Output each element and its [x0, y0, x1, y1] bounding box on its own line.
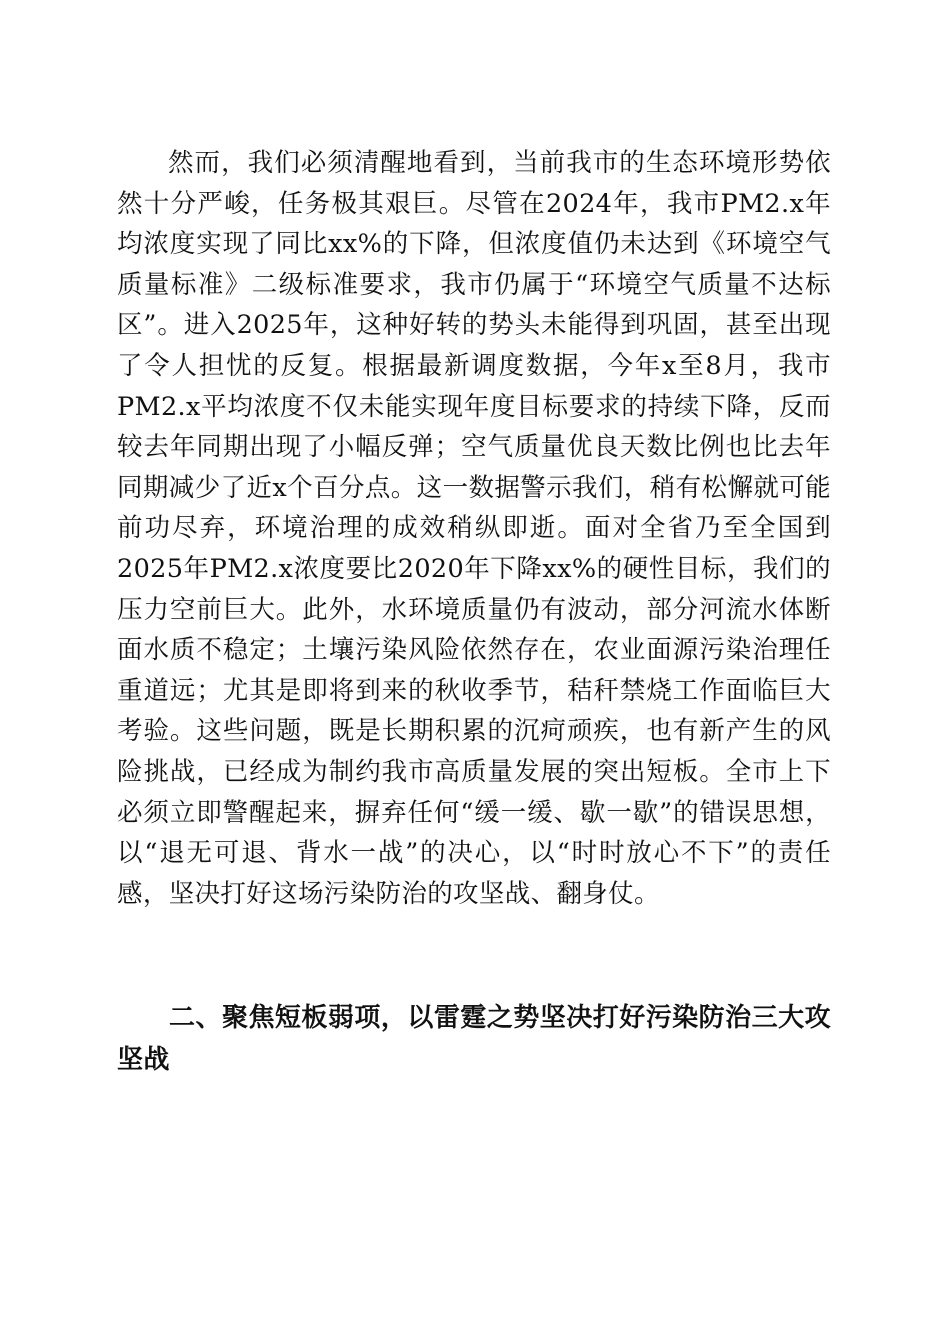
- section-heading: 二、聚焦短板弱项，以雷霆之势坚决打好污染防治三大攻坚战: [117, 1003, 831, 1075]
- body-paragraph: 然而，我们必须清醒地看到，当前我市的生态环境形势依然十分严峻，任务极其艰巨。尽管在2024年，我市PM2.x年均浓度实现了同比xx%的下降，但浓度值仍未达到《环境空气质量标准》二级标准要求，我市仍属于“环境空气质量不达标区”。进入2025年，这种好转的势头未能得到巩固，甚至出现了令人担忧的反复。根据最新调度数据，今年x至8月，我市PM2.x平均浓度不仅未能实现年度目标要求的持续下降，反而较去年同期出现了小幅反弹；空气质量优良天数比例也比去年同期减少了近x个百分点。这一数据警示我们，稍有松懈就可能前功尽弃，环境治理的成效稍纵即逝。面对全省乃至全国到2025年PM2.x浓度要比2020年下降xx%的硬性目标，我们的压力空前巨大。此外，水环境质量仍有波动，部分河流水体断面水质不稳定；土壤污染风险依然存在，农业面源污染治理任重道远；尤其是即将到来的秋收季节，秸秆禁烧工作面临巨大考验。这些问题，既是长期积累的沉疴顽疾，也有新产生的风险挑战，已经成为制约我市高质量发展的突出短板。全市上下必须立即警醒起来，摒弃任何“缓一缓、歇一歇”的错误思想，以“退无可退、背水一战”的决心，以“时时放心不下”的责任感，坚决打好这场污染防治的攻坚战、翻身仗。: [117, 148, 831, 909]
